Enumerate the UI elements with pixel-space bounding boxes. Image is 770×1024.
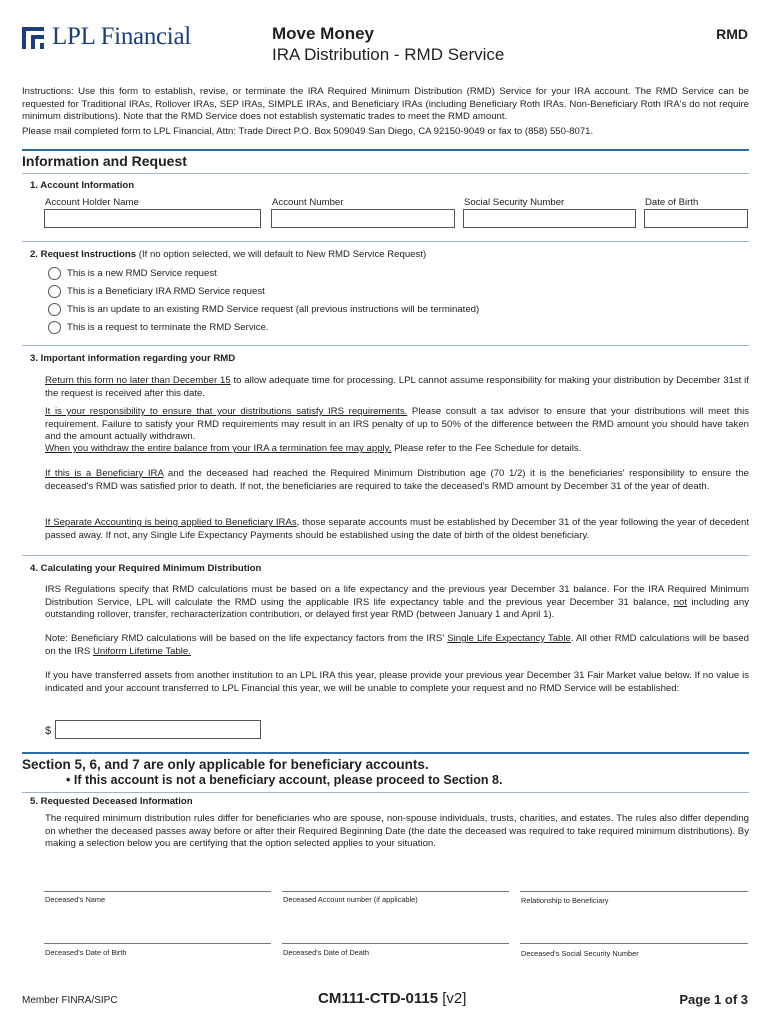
dob-label: Date of Birth [645,197,699,208]
account-number-input[interactable] [271,209,455,228]
deceased-dod-line[interactable] [282,943,509,944]
footer-page-number: Page 1 of 3 [679,992,748,1007]
item2-heading: 2. Request Instructions (If no option selected, we will default to New RMD Service Request) [30,249,427,260]
option-update-request: This is an update to an existing RMD Service request (all previous instructions will be terminated) [67,304,480,315]
deceased-dob-label: Deceased's Date of Birth [45,948,127,957]
item3-paragraph-5: If Separate Accounting is being applied to Beneficiary IRAs, those separate accounts must be established by December 31 of the year following the year of decedent passed away. If not, any Single Life Expectancy Payments should be established using the date of birth of the oldest beneficiary. [45,517,749,541]
account-holder-label: Account Holder Name [45,197,139,208]
ssn-input[interactable] [463,209,636,228]
radio-new-request[interactable] [48,267,61,280]
deceased-account-line[interactable] [282,891,509,892]
lpl-logo-icon [22,25,46,49]
item4-paragraph-3: If you have transferred assets from another institution to an LPL IRA this year, please provide your previous year December 31 Fair Market value below. If no value is indicated and your account transferred to LPL Financial this year, we will be unable to complete your request and no RMD Service will be established: [45,670,749,694]
section-rule-top [22,149,749,151]
item3-paragraph-4: If this is a Beneficiary IRA and the deceased had reached the Required Minimum Distribution age (70 1/2) it is the beneficiaries' responsibility to ensure the deceased's RMD was satisfied prior to death. If not, the beneficiaries are required to take the deceased's RMD amount by December 31 of the year of death. [45,468,749,492]
radio-update-request[interactable] [48,303,61,316]
company-logo [22,22,222,52]
currency-symbol: $ [45,725,52,737]
mail-instructions: Please mail completed form to LPL Financial, Attn: Trade Direct P.O. Box 509049 San Diego, CA 92150-9049 or fax to (858) 550-8071. [22,126,594,137]
item3-paragraph-1: Return this form no later than December 15 to allow adequate time for processing. LPL cannot assume responsibility for making your distribution by December 31st if the request is received after this date. [45,375,749,399]
deceased-ssn-line[interactable] [520,943,748,944]
item3-paragraph-3: When you withdraw the entire balance from your IRA a termination fee may apply. Please refer to the Fee Schedule for details. [45,443,582,454]
item3-paragraph-2: It is your responsibility to ensure that your distributions satisfy IRS requirements. Please consult a tax advisor to ensure that your distributions will meet this requirement. Failure to satisfy your RMD requirements may result in an IRS penalty of up to 50% of the difference between the RMD amount you should have taken and the amount actually withdrawn. [45,406,749,443]
item3-heading: 3. Important information regarding your RMD [30,353,236,364]
deceased-dob-line[interactable] [44,943,271,944]
item5-paragraph: The required minimum distribution rules differ for beneficiaries who are spouse, non-spouse individuals, trusts, charities, and estates. The rules also differ depending on whether the deceased passes away before or after their Required Beginning Date (the date the deceased was required to take required minimum distributions). By making a selection below you are certifying that the option selected applies to your situation. [45,813,749,850]
item4-heading: 4. Calculating your Required Minimum Distribution [30,563,262,574]
item1-heading: 1. Account Information [30,180,135,191]
option-beneficiary-request: This is a Beneficiary IRA RMD Service request [67,286,265,297]
fair-market-value-input[interactable] [55,720,261,739]
section-rule [22,752,749,754]
item5-heading: 5. Requested Deceased Information [30,796,193,807]
form-tag: RMD [716,26,748,42]
beneficiary-section-heading: Section 5, 6, and 7 are only applicable for beneficiary accounts. [22,757,429,772]
account-holder-input[interactable] [44,209,261,228]
ssn-label: Social Security Number [464,197,565,208]
radio-terminate-request[interactable] [48,321,61,334]
divider [22,555,749,556]
item4-paragraph-1: IRS Regulations specify that RMD calculations must be based on a life expectancy and the previous year December 31 balance. For the IRA Required Minimum Distribution Service, LPL will calculate the RMD using the applicable IRS life expectancy table and the previous year December 31 balance, not including any outstanding rollover, transfer, recharacterization contribution, or delayed first year RMD (between January 1 and April 1). [45,584,749,621]
radio-beneficiary-request[interactable] [48,285,61,298]
deceased-name-line[interactable] [44,891,271,892]
deceased-name-label: Deceased's Name [45,895,106,904]
form-subtitle: IRA Distribution - RMD Service [272,45,505,64]
item4-paragraph-2: Note: Beneficiary RMD calculations will be based on the life expectancy factors from the IRS' Single Life Expectancy Table. All other RMD calculations will be based on the IRS Uniform Lifetime Table. [45,633,750,657]
relationship-line[interactable] [520,891,748,892]
option-new-request: This is a new RMD Service request [67,268,217,279]
divider [22,241,749,242]
section-title-info: Information and Request [22,153,187,169]
dob-input[interactable] [644,209,748,228]
relationship-label: Relationship to Beneficiary [521,896,609,905]
footer-form-code: CM111-CTD-0115 [v2] [318,990,467,1007]
account-number-label: Account Number [272,197,344,208]
footer-member: Member FINRA/SIPC [22,995,118,1006]
logo-text: LPL Financial [52,23,191,50]
form-title: Move Money [272,24,375,43]
beneficiary-section-subheading: • If this account is not a beneficiary account, please proceed to Section 8. [66,773,503,787]
deceased-dod-label: Deceased's Date of Death [283,948,370,957]
divider [22,345,749,346]
instructions-text: Instructions: Use this form to establish, revise, or terminate the IRA Required Minimum Distribution (RMD) Service for your IRA account. The RMD Service can be requested for Traditional IRAs, Rollover IRAs, SEP IRAs, SIMPLE IRAs, and Beneficiary IRAs (including Beneficiary Roth IRAs. Non-Beneficiary Roth IRA's do not require minimum distributions). Note that the RMD Service does not establish systematic trades to meet the RMD amount. [22,86,749,123]
deceased-ssn-label: Deceased's Social Security Number [521,949,639,958]
option-terminate-request: This is a request to terminate the RMD Service. [67,322,269,333]
divider [22,792,749,793]
deceased-account-label: Deceased Account number (if applicable) [283,895,418,904]
section-rule-bottom [22,173,749,174]
